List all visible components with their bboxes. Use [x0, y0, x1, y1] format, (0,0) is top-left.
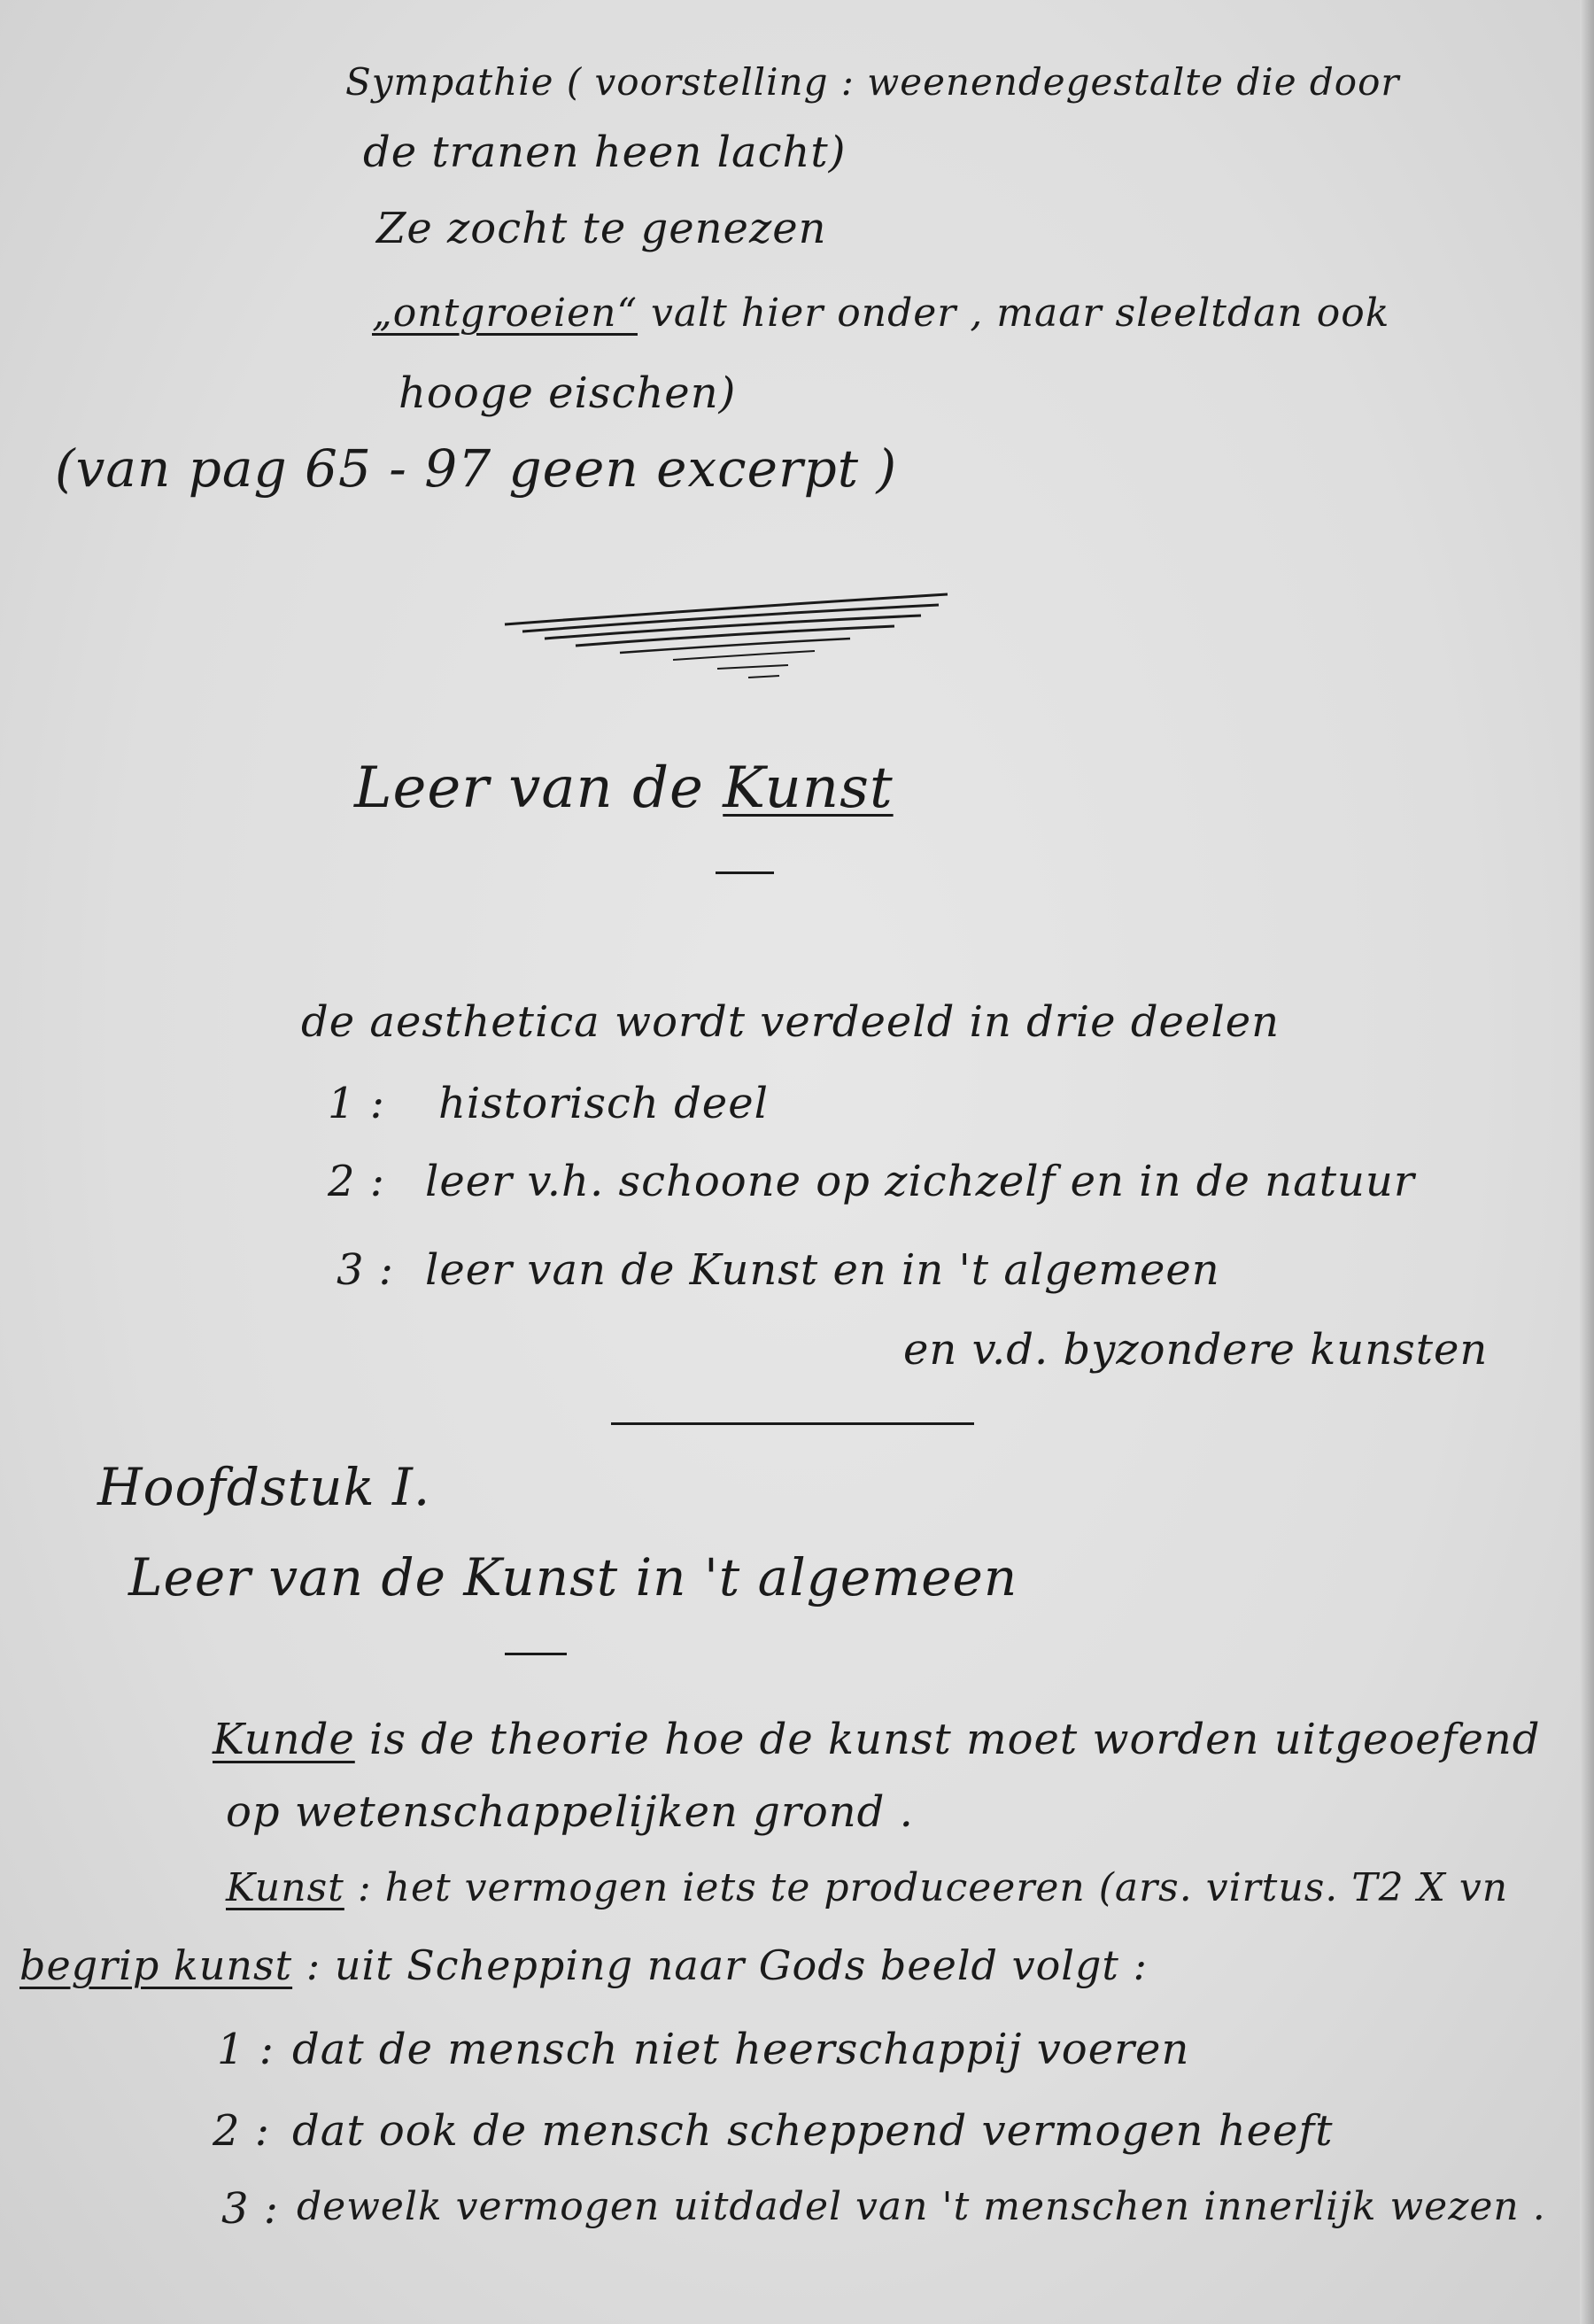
chapter-dash	[505, 1653, 567, 1655]
kunst-definition	[226, 1865, 1509, 1910]
item-2-text: leer v.h. schoone op zichzelf en in de natuur	[425, 1157, 1415, 1206]
item-1-number: 1 :	[328, 1079, 385, 1128]
kunde-word: Kunde	[213, 1715, 355, 1764]
chapter-title: Leer van de Kunst in 't algemeen	[128, 1547, 1018, 1607]
text-line-genezen: Ze zocht te genezen	[376, 204, 827, 253]
point-1-number: 1 :	[217, 2025, 275, 2074]
item-3-text: leer van de Kunst en in 't algemeen	[425, 1245, 1220, 1295]
item-3-number: 3 :	[337, 1245, 394, 1295]
text-line-aesthetica: de aesthetica wordt verdeeld in drie deelen	[301, 997, 1281, 1047]
point-2-number: 2 :	[213, 2106, 270, 2156]
item-1-text: historisch deel	[438, 1079, 769, 1128]
title-dash	[716, 872, 774, 874]
kunde-continuation: op wetenschappelijken grond .	[226, 1787, 914, 1837]
begrip-kunst-word: begrip kunst	[19, 1941, 293, 1989]
item-2-number: 2 :	[328, 1157, 385, 1206]
text-line-tranen: de tranen heen lacht)	[363, 128, 847, 177]
point-3-number: 3 :	[221, 2184, 279, 2234]
text-line-excerpt-note: (van pag 65 - 97 geen excerpt )	[55, 438, 898, 499]
ontgroeien-word: „ontgroeien“	[372, 290, 638, 336]
begrip-kunst-rest: : uit Schepping naar Gods beeld volgt :	[292, 1941, 1149, 1989]
section-divider	[611, 1422, 974, 1425]
point-3-text: dewelk vermogen uitdadel van 't menschen innerlijk wezen .	[297, 2184, 1546, 2229]
kunst-rest: : het vermogen iets te produceeren (ars. virtus. T2 X vn	[344, 1865, 1509, 1910]
point-1-text: dat de mensch niet heerschappij voeren	[292, 2025, 1190, 2074]
title-prefix: Leer van de	[354, 755, 723, 821]
page-edge-shadow	[1580, 0, 1594, 2324]
item-3-continuation: en v.d. byzondere kunsten	[903, 1325, 1489, 1375]
chapter-heading: Hoofdstuk I.	[97, 1457, 431, 1517]
title-word: Kunst	[723, 755, 894, 821]
kunde-rest: is de theorie hoe de kunst moet worden uitgeoefend	[354, 1715, 1541, 1764]
kunst-word: Kunst	[226, 1865, 344, 1910]
text-line-eischen: hooge eischen)	[398, 368, 737, 418]
text-line-sympathie: Sympathie ( voorstelling : weenendegestalte die door	[345, 60, 1400, 104]
begrip-kunst-line	[19, 1941, 1149, 1989]
decorative-flourish	[496, 589, 956, 686]
text-line-ontgroeien	[372, 290, 1390, 336]
ontgroeien-rest: valt hier onder , maar sleeltdan ook	[637, 290, 1390, 336]
kunde-definition	[213, 1715, 1541, 1764]
section-title	[354, 755, 894, 821]
point-2-text: dat ook de mensch scheppend vermogen heeft	[292, 2106, 1334, 2156]
